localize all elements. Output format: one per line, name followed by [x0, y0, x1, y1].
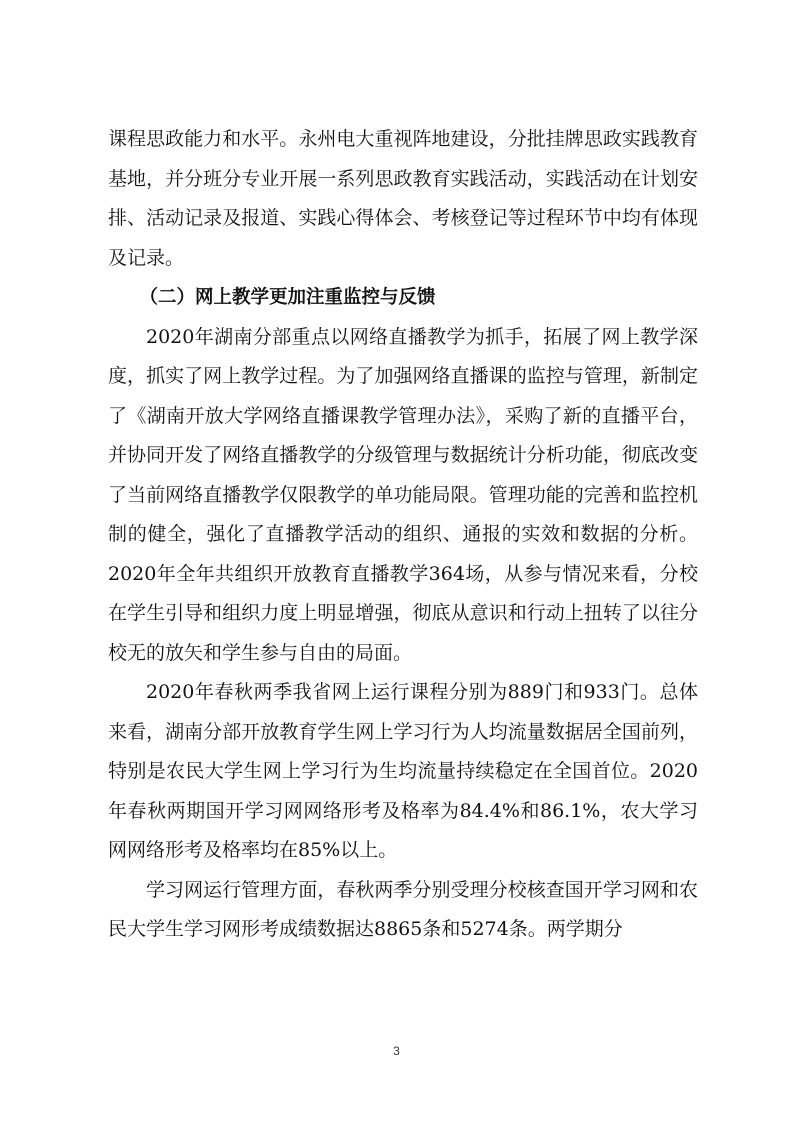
paragraph-1: 课程思政能力和水平。永州电大重视阵地建设，分批挂牌思政实践教育基地，并分班分专业开展一系列思政教育实践活动，实践活动在计划安排、活动记录及报道、实践心得体会、考核登记等过程环节中均有体现及记录。: [108, 128, 698, 269]
paragraph-4: 学习网运行管理方面，春秋两季分别受理分校核查国开学习网和农民大学生学习网形考成绩数据达8865条和5274条。两学期分: [108, 878, 698, 940]
paragraph-3: 2020年春秋两季我省网上运行课程分别为889门和933门。总体来看，湖南分部开放教育学生网上学习行为人均流量数据居全国前列，特别是农民大学生网上学习行为生均流量持续稳定在全国首位。2020年春秋两期国开学习网网络形考及格率为84.4%和86.1%，农大学习网网络形考及格率均在85%以上。: [108, 681, 698, 861]
section-heading: （二）网上教学更加注重监控与反馈: [139, 287, 436, 308]
body-text: [108, 120, 698, 950]
page-number: 3: [393, 1044, 400, 1058]
paragraph-2: 2020年湖南分部重点以网络直播教学为抓手，拓展了网上教学深度，抓实了网上教学过程。为了加强网络直播课的监控与管理，新制定了《湖南开放大学网络直播课教学管理办法》，采购了新的直播平台，并协同开发了网络直播教学的分级管理与数据统计分析功能，彻底改变了当前网络直播教学仅限教学的单功能局限。管理功能的完善和监控机制的健全，强化了直播教学活动的组织、通报的实效和数据的分析。2020年全年共组织开放教育直播教学364场，从参与情况来看，分校在学生引导和组织力度上明显增强，彻底从意识和行动上扭转了以往分校无的放矢和学生参与自由的局面。: [108, 325, 698, 664]
